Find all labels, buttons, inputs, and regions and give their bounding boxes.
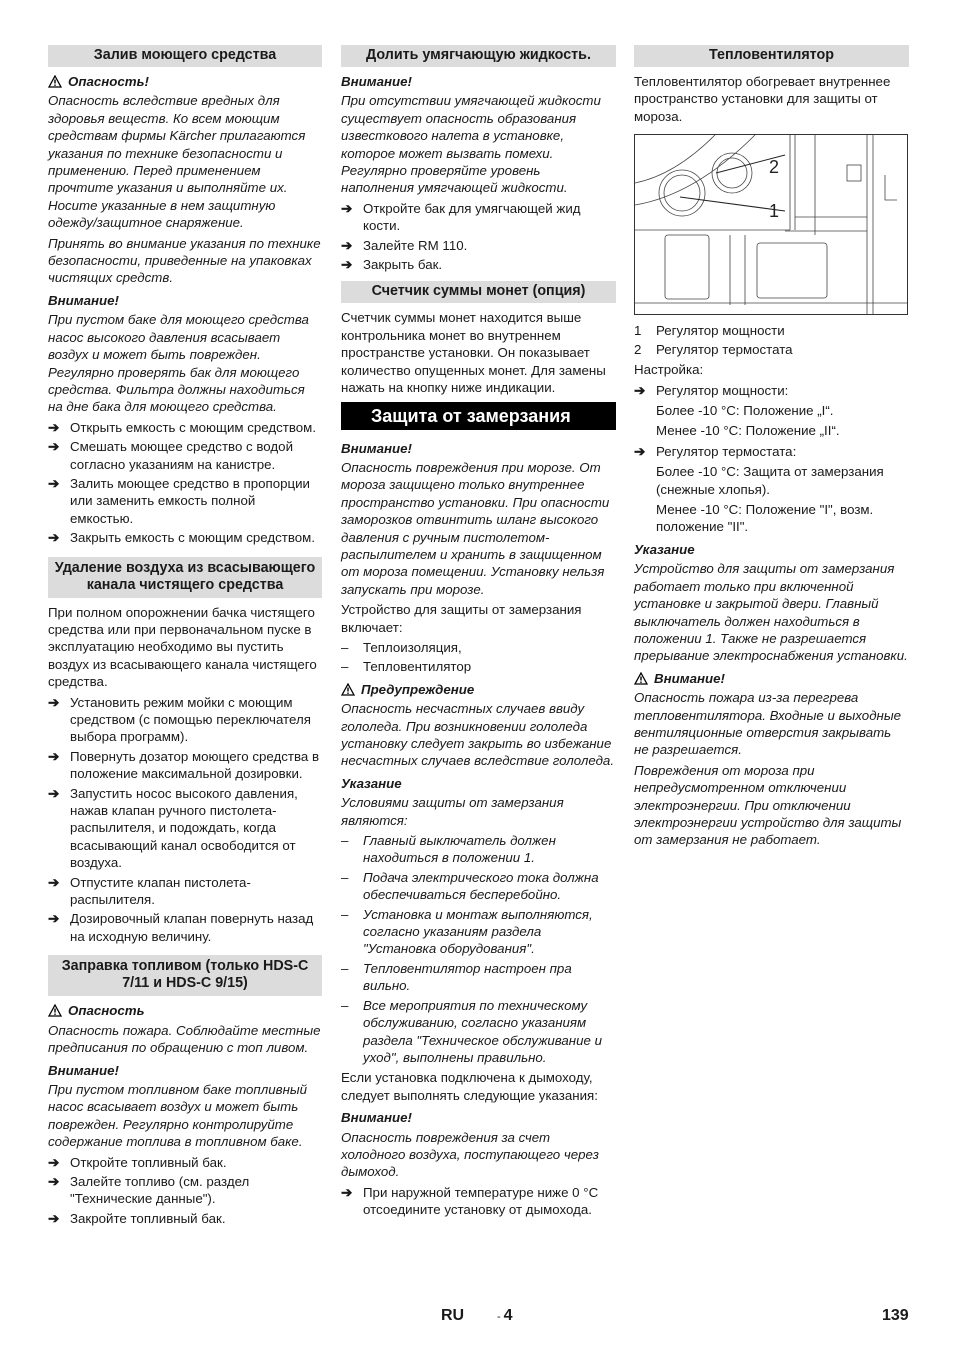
attention-label: Внимание! [341,440,412,456]
step-item: ➔ Смешать моющее средство с водой согласно указаниям на канистре. [48,439,293,472]
section-title-heater: Тепловентилятор [634,45,909,67]
step-item: ➔ Закрыть емкость с моющим средством. [48,530,316,546]
section-title-frost-protection: Защита от замерзания [341,402,616,430]
page-number: 139 [882,1307,909,1324]
list-item: – Установка и монтаж выполняются, согласно указаниям раздела "Установка оборудования". [341,906,593,957]
step-item: ➔ При наружной температуре ниже 0 °C отсоедините установку от дымохода. [341,1184,599,1218]
arrow-right-icon: ➔ [48,475,60,491]
step-item: ➔ Отпустите клапан пистолета-распылителя. [48,874,251,908]
arrow-right-icon: ➔ [341,1184,353,1200]
section-title-detergent: Залив моющего средства [48,45,322,67]
attention-label: Внимание! [634,670,909,687]
step-sub: Менее -10 °C: Положение „II“. [656,423,840,439]
heater-text: Тепловентилятор обогревает внутреннее пространство установки для защиты от мороза. [634,74,891,124]
note-label: Указание [634,541,695,557]
air-removal-steps [48,694,322,946]
danger-label: Опасность! [48,73,322,90]
attention-text: Опасность повреждения при морозе. От мороза защищено только внутреннее пространство установки. При опасности заморозков отвинтить шланг высокого давления с ручным пистолетом-распылителем и хранить в защищенном от мороза помещении. Установку нельзя запускать при морозе. [341,459,610,597]
attention-text: При пустом баке для моющего средства насос высокого давления всасывает воздух и может быть поврежден. Регулярно проверять бак для моющего средства. Фильтра должны находиться на дне бака для моющего средства. [48,312,309,415]
frost-list [341,639,616,676]
arrow-right-icon: ➔ [48,439,60,455]
attention-label: Внимание! [48,1062,119,1078]
arrow-right-icon: ➔ [48,1173,60,1189]
list-item: – Теплоизоляция, [341,639,462,655]
list-item: – Тепловентилятор [341,659,472,675]
step-item: ➔ Повернуть дозатор моющего средства в положение максимальной дозировки. [48,748,320,782]
warning-triangle-icon [634,672,650,686]
danger-text: Опасность пожара. Соблюдайте местные предписания по обращению с топ ливом. [48,1022,321,1056]
legend-item: 2 Регулятор термостата [634,342,793,358]
arrow-right-icon: ➔ [48,748,60,764]
warning-triangle-icon [48,75,64,89]
footer-section-number: - 4 [497,1307,513,1324]
air-removal-text: При полном опорожнении бачка чистящего средства или при первоначальном пуске в эксплуатацию необходимо вы пустить воздух из всасывающего канала чистящего средства. [48,604,317,690]
warning-triangle-icon [48,1004,64,1018]
warning-triangle-icon [341,683,357,697]
arrow-right-icon: ➔ [48,419,60,435]
step-item: ➔ Закройте топливный бак. [48,1210,226,1226]
step-item: ➔ Дозировочный клапан повернуть назад на исходную величину. [48,911,314,944]
section-title-coin-counter: Счетчик суммы монет (опция) [341,281,616,303]
column-3 [634,45,909,852]
attention-text: При отсутствии умягчающей жидкости существует опасность образования известкового налета в установке, которое может вызвать помехи. Регулярно проверяйте уровень наполнения умягчающей жидкости. [341,93,601,196]
step-sub: Более -10 °C: Защита от замерзания (снежные хлопья). [656,464,884,497]
attention-label: Внимание! [48,292,119,308]
arrow-right-icon: ➔ [48,1210,60,1226]
section-title-softener: Долить умягчающую жидкость. [341,45,616,67]
attention-text: При пустом топливном баке топливный насос всасывает воздух и может быть поврежден. Регулярно контролируйте содержание топлива в топливном баке. [48,1081,308,1150]
attention-text: Опасность повреждения за счет холодного воздуха, поступающего через дымоход. [341,1129,599,1180]
danger-text: Опасность вследствие вредных для здоровья веществ. Ко всем моющим средствам фирмы Kärcher прилагаются указания по технике безопасности и применению. Перед применением прочтите указания и выполняйте их. Носите указанные в нем защитную одежду/защитное снаряжение. [48,93,306,231]
step-item: ➔ Регулятор термостата: [634,443,797,459]
attention-label: Внимание! [341,1110,412,1126]
note-label: Указание [341,775,402,791]
note-list [341,832,616,1066]
list-item: – Главный выключатель должен находиться в положении 1. [341,833,556,866]
heater-figure [634,134,908,315]
warning-text: Опасность несчастных случаев ввиду гололеда. При возникновении гололеда установку следует закрыть во избежание несчастных случаев вследствие гололеда. [341,701,615,769]
step-item: ➔ Регулятор мощности: [634,382,789,398]
note-text: Устройство для защиты от замерзания работает только при включенной установке и закрытой двери. Главный выключатель должен находиться в положении 1. Также не разрешается прерывание электроснабжения установки. [634,561,908,664]
arrow-right-icon: ➔ [341,257,353,273]
step-item: ➔ Установить режим мойки с моющим средством (с помощью переключателя выбора программ). [48,694,311,745]
attention-label: Внимание! [341,74,412,89]
step-item: ➔ Закрыть бак. [341,257,443,273]
setup-steps-2 [634,443,909,460]
step-item: ➔ Открыть емкость с моющим средством. [48,419,317,435]
step-item: ➔ Запустить носос высокого давления, нажав клапан ручного пистолета-распылителя, и подождать, когда всасывающий канал освободится от воздуха. [48,785,298,871]
arrow-right-icon: ➔ [48,785,60,801]
danger-label: Опасность [48,1002,322,1019]
step-sub: Менее -10 °C: Положение "I", возм. положение "II". [656,502,874,535]
detergent-steps [48,419,322,547]
setup-steps [634,382,909,399]
arrow-right-icon: ➔ [341,200,353,216]
step-item: ➔ Залейте топливо (см. раздел "Технические данные"). [48,1173,250,1207]
figure-legend [634,321,909,359]
step-item: ➔ Откройте бак для умягчающей жид кости. [341,200,581,234]
arrow-right-icon: ➔ [48,911,60,927]
legend-item: 1 Регулятор мощности [634,323,785,339]
figure-label-1: 1 [769,201,780,222]
attention-text-2: Повреждения от мороза при непредусмотренном отключении электроэнергии. При отключении электроэнергии устройство для защиты от замерзания не работает. [634,762,902,848]
figure-label-2: 2 [769,157,780,178]
chimney-steps [341,1184,616,1219]
danger-text-2: Принять во внимание указания по технике безопасности, приведенные на упаковках чистящих средств. [48,235,321,286]
list-item: – Подача электрического тока должна обеспечиваться бесперебойно. [341,869,599,903]
step-item: ➔ Залить моющее средство в пропорции или заменить емкость полной емкостью. [48,475,310,526]
attention-text: Опасность пожара из-за перегрева тепловентилятора. Входные и выходные вентиляционные отверстия закрывать не разрешается. [634,690,902,758]
arrow-right-icon: ➔ [48,1154,60,1170]
column-2 [341,45,616,1222]
list-item: – Все мероприятия по техническому обслуживанию, согласно указаниям раздела "Техническое обслуживание и уход", выполнены правильно. [341,997,602,1065]
arrow-right-icon: ➔ [634,443,646,459]
step-item: ➔ Откройте топливный бак. [48,1154,227,1170]
arrow-right-icon: ➔ [634,382,646,398]
list-item: – Тепловентилятор настроен пра вильно. [341,960,572,994]
coin-counter-text: Счетчик суммы монет находится выше контрольника монет во внутреннем пространстве установки. Он показывает количество опущенных монет. Для замены нажать на кнопку ниже индикации. [341,310,606,396]
arrow-right-icon: ➔ [48,530,60,546]
note-text: Условиями защиты от замерзания являются: [341,795,564,828]
arrow-right-icon: ➔ [341,237,353,253]
softener-steps [341,200,616,274]
arrow-right-icon: ➔ [48,694,60,710]
step-item: ➔ Залейте RM 110. [341,237,468,253]
section-title-fuel: Заправка топливом (только HDS-C 7/11 и HDS-C 9/15) [48,955,322,996]
fuel-steps [48,1154,322,1228]
frost-text: Устройство для защиты от замерзания включает: [341,602,582,635]
setup-label: Настройка: [634,362,704,378]
column-1 [48,45,322,1230]
chimney-text: Если установка подключена к дымоходу, следует выполнять следующие указания: [341,1070,598,1103]
warning-label: Предупреждение [341,681,616,698]
arrow-right-icon: ➔ [48,874,60,890]
heater-illustration [635,135,907,314]
section-title-air-removal: Удаление воздуха из всасывающего канала чистящего средства [48,557,322,598]
footer-language: RU [441,1307,465,1324]
step-sub: Более -10 °C: Положение „I“. [656,403,834,419]
